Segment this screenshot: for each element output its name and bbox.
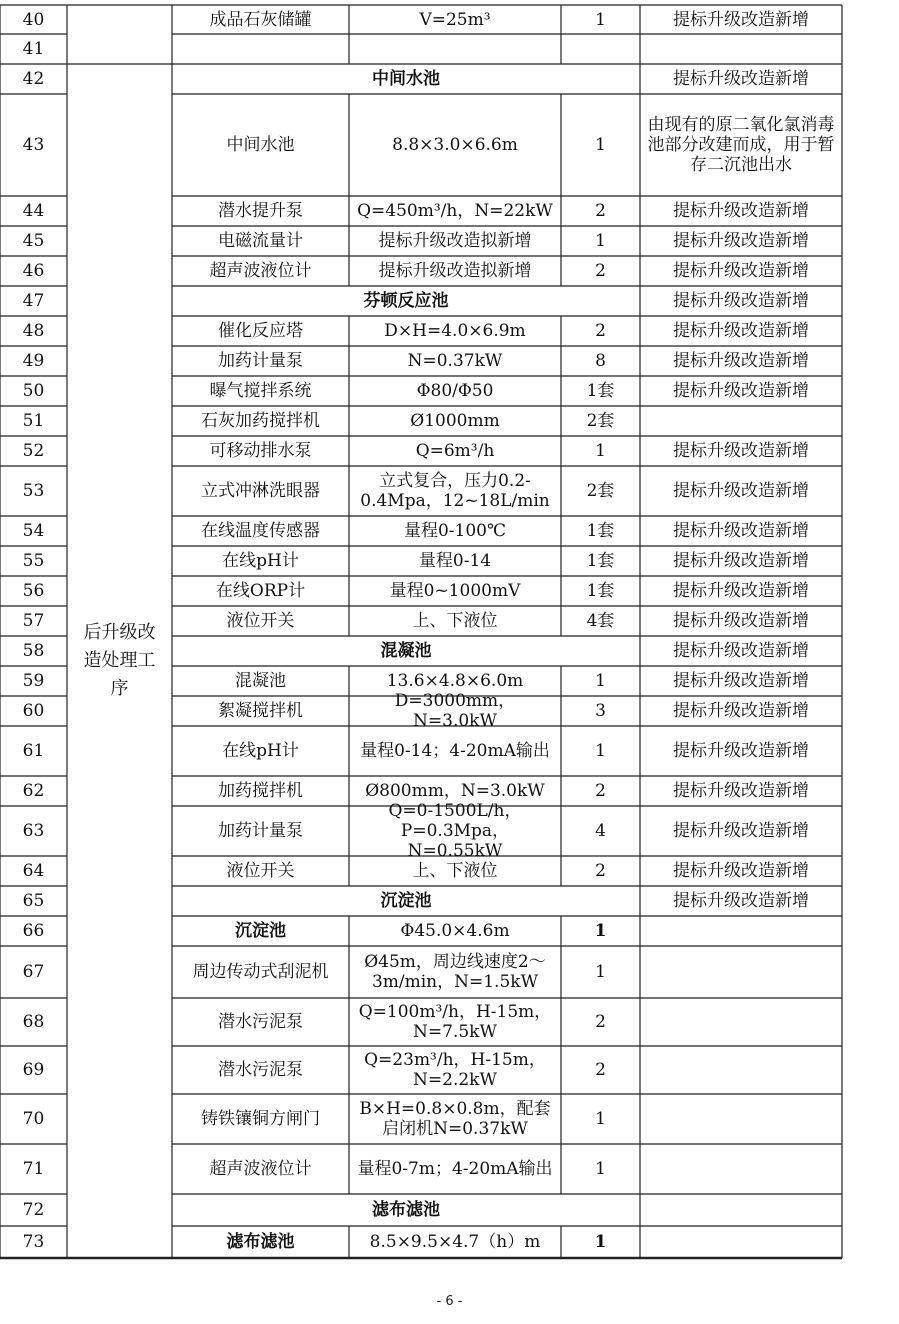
quantity-cell: 1 — [595, 962, 606, 982]
specification-cell: 量程0-14 — [418, 551, 492, 571]
equipment-name-cell: 絮凝搅拌机 — [218, 701, 303, 721]
remark-cell: 提标升级改造新增 — [673, 701, 809, 721]
equipment-name-cell: 可移动排水泵 — [209, 441, 312, 461]
quantity-cell: 2 — [595, 201, 606, 221]
equipment-name-cell — [172, 34, 349, 64]
specification-cell: Φ45.0×4.6m — [400, 921, 510, 941]
row-number-cell: 68 — [22, 1012, 45, 1032]
row-number-cell: 47 — [22, 291, 45, 311]
specification-cell: N=0.37kW — [407, 351, 503, 371]
equipment-name-cell: 沉淀池 — [235, 921, 286, 941]
row-number-cell: 43 — [22, 135, 45, 155]
equipment-name-cell: 成品石灰储罐 — [209, 9, 312, 30]
process-group-label: 后升级改造处理工序 — [83, 622, 156, 699]
remark-cell — [640, 1144, 842, 1194]
row-number-cell: 63 — [22, 821, 45, 841]
equipment-name-cell: 在线ORP计 — [215, 581, 306, 601]
remark-cell: 提标升级改造新增 — [673, 261, 809, 281]
row-number-cell: 53 — [22, 481, 45, 501]
remark-cell — [640, 34, 842, 64]
specification-cell — [349, 34, 561, 64]
quantity-cell: 1 — [595, 741, 606, 761]
quantity-cell — [561, 34, 640, 64]
quantity-cell: 1套 — [586, 521, 615, 541]
quantity-cell: 2 — [595, 1012, 606, 1032]
section-heading-cell: 芬顿反应池 — [363, 291, 449, 311]
specification-cell: Q=23m³/h，H-15m，N=2.2kW — [364, 1050, 546, 1090]
specification-cell: Ø45m，周边线速度2～3m/min，N=1.5kW — [364, 952, 546, 992]
row-number-cell: 72 — [22, 1200, 45, 1220]
equipment-name-cell: 液位开关 — [226, 861, 295, 881]
equipment-name-cell: 在线pH计 — [222, 741, 299, 761]
row-number-cell: 55 — [22, 551, 45, 571]
specification-cell: 8.5×9.5×4.7（h）m — [369, 1232, 541, 1252]
row-number-cell: 54 — [22, 521, 45, 541]
equipment-name-cell: 混凝池 — [235, 671, 286, 691]
equipment-name-cell: 液位开关 — [226, 611, 295, 631]
equipment-name-cell: 潜水污泥泵 — [218, 1012, 303, 1032]
remark-cell — [640, 1094, 842, 1144]
specification-cell: B×H=0.8×0.8m，配套启闭机N=0.37kW — [359, 1099, 551, 1139]
row-number-cell: 71 — [22, 1159, 45, 1179]
remark-cell: 提标升级改造新增 — [673, 291, 809, 311]
specification-cell: Ø1000mm — [410, 411, 500, 431]
section-heading-cell: 滤布滤池 — [372, 1200, 440, 1220]
row-number-cell: 67 — [22, 962, 45, 982]
remark-cell: 提标升级改造新增 — [673, 861, 809, 881]
section-heading-cell: 混凝池 — [380, 641, 432, 661]
row-number-cell: 73 — [22, 1232, 45, 1252]
remark-cell — [640, 916, 842, 946]
specification-cell: 上、下液位 — [412, 611, 498, 631]
quantity-cell: 1 — [595, 1159, 606, 1179]
specification-cell: Φ80/Φ50 — [416, 381, 494, 401]
remark-cell: 提标升级改造新增 — [673, 69, 809, 89]
specification-cell: Q=6m³/h — [415, 441, 495, 461]
equipment-name-cell: 加药计量泵 — [218, 821, 303, 841]
remark-cell — [640, 946, 842, 998]
specification-cell: Q=100m³/h，H-15m，N=7.5kW — [358, 1002, 552, 1042]
row-number-cell: 65 — [22, 891, 45, 911]
specification-cell: 量程0-7m；4-20mA输出 — [357, 1159, 553, 1179]
equipment-name-cell: 滤布滤池 — [226, 1232, 295, 1252]
remark-cell — [640, 1194, 842, 1226]
quantity-cell: 1套 — [586, 551, 615, 571]
specification-cell: 13.6×4.8×6.0m — [386, 671, 524, 691]
row-number-cell: 51 — [22, 411, 45, 431]
remark-cell: 提标升级改造新增 — [673, 481, 809, 501]
row-number-cell: 50 — [22, 381, 45, 401]
equipment-name-cell: 潜水提升泵 — [218, 201, 303, 221]
remark-cell: 提标升级改造新增 — [673, 201, 809, 221]
quantity-cell: 1 — [595, 671, 606, 691]
row-number-cell: 66 — [22, 921, 45, 941]
equipment-name-cell: 加药搅拌机 — [218, 781, 303, 801]
row-number-cell: 48 — [22, 321, 45, 341]
remark-cell: 提标升级改造新增 — [673, 891, 809, 911]
quantity-cell: 1套 — [586, 581, 615, 601]
quantity-cell: 2套 — [586, 411, 615, 431]
quantity-cell: 2 — [595, 261, 606, 281]
remark-cell: 提标升级改造新增 — [673, 781, 809, 801]
equipment-name-cell: 超声波液位计 — [209, 261, 312, 281]
quantity-cell: 1套 — [586, 381, 615, 401]
remark-cell: 提标升级改造新增 — [673, 641, 809, 661]
row-number-cell: 56 — [22, 581, 45, 601]
row-number-cell: 52 — [22, 441, 45, 461]
equipment-name-cell: 周边传动式刮泥机 — [192, 962, 329, 982]
specification-cell: 量程0~1000mV — [389, 581, 521, 601]
row-number-cell: 57 — [22, 611, 45, 631]
section-heading-cell: 中间水池 — [372, 69, 440, 89]
specification-cell: D×H=4.0×6.9m — [384, 321, 526, 341]
quantity-cell: 1 — [594, 921, 607, 941]
remark-cell: 提标升级改造新增 — [673, 381, 809, 401]
equipment-name-cell: 在线温度传感器 — [201, 521, 320, 541]
equipment-name-cell: 超声波液位计 — [209, 1159, 312, 1179]
remark-cell — [640, 998, 842, 1046]
quantity-cell: 2套 — [586, 481, 615, 501]
row-number-cell: 45 — [22, 231, 45, 251]
remark-cell: 提标升级改造新增 — [673, 9, 809, 30]
remark-cell: 提标升级改造新增 — [673, 671, 809, 691]
row-number-cell: 61 — [22, 741, 45, 761]
remark-cell: 提标升级改造新增 — [673, 321, 809, 341]
row-number-cell: 44 — [22, 201, 45, 221]
section-heading-cell: 沉淀池 — [380, 891, 432, 911]
row-number-cell: 70 — [22, 1109, 45, 1129]
equipment-name-cell: 潜水污泥泵 — [218, 1060, 303, 1080]
quantity-cell: 4套 — [586, 611, 615, 631]
row-number-cell: 69 — [22, 1060, 45, 1080]
equipment-name-cell: 电磁流量计 — [218, 231, 303, 251]
equipment-name-cell: 石灰加药搅拌机 — [201, 411, 320, 431]
specification-cell: 8.8×3.0×6.6m — [392, 135, 518, 155]
remark-cell: 提标升级改造新增 — [673, 521, 809, 541]
row-number-cell: 64 — [22, 861, 45, 881]
page-number: - 6 - — [436, 1294, 463, 1309]
specification-cell: Q=450m³/h，N=22kW — [357, 201, 553, 221]
specification-cell: 上、下液位 — [412, 861, 498, 881]
row-number-cell: 42 — [22, 69, 45, 89]
equipment-name-cell: 催化反应塔 — [218, 321, 303, 341]
equipment-name-cell: 中间水池 — [226, 135, 295, 155]
remark-cell — [640, 1226, 842, 1258]
specification-cell: Ø800mm，N=3.0kW — [365, 781, 545, 801]
quantity-cell: 1 — [595, 441, 606, 461]
row-number-cell: 59 — [22, 671, 45, 691]
remark-cell — [640, 406, 842, 436]
row-number-cell: 62 — [22, 781, 45, 801]
equipment-name-cell: 在线pH计 — [222, 551, 299, 571]
quantity-cell: 2 — [595, 1060, 606, 1080]
quantity-cell: 1 — [595, 231, 606, 251]
specification-cell: 立式复合，压力0.2-0.4Mpa，12~18L/min — [360, 471, 550, 511]
row-number-cell: 60 — [22, 701, 45, 721]
quantity-cell: 1 — [595, 135, 606, 155]
remark-cell: 提标升级改造新增 — [673, 581, 809, 601]
remark-cell — [640, 1046, 842, 1094]
remark-cell: 提标升级改造新增 — [673, 441, 809, 461]
row-number-cell: 41 — [22, 39, 45, 59]
quantity-cell: 2 — [595, 861, 606, 881]
quantity-cell: 2 — [595, 781, 606, 801]
equipment-name-cell: 立式冲淋洗眼器 — [201, 481, 320, 501]
remark-cell: 提标升级改造新增 — [673, 611, 809, 631]
row-number-cell: 40 — [22, 9, 45, 30]
remark-cell: 提标升级改造新增 — [673, 231, 809, 251]
row-number-cell: 58 — [22, 641, 45, 661]
quantity-cell: 4 — [595, 821, 606, 841]
equipment-name-cell: 曝气搅拌系统 — [209, 381, 312, 401]
remark-cell: 由现有的原二氧化氯消毒池部分改建而成，用于暂存二沉池出水 — [647, 115, 835, 175]
remark-cell: 提标升级改造新增 — [673, 741, 809, 761]
equipment-name-cell: 加药计量泵 — [218, 351, 303, 371]
quantity-cell: 3 — [595, 701, 606, 721]
quantity-cell: 1 — [594, 1232, 607, 1252]
quantity-cell: 1 — [595, 1109, 606, 1129]
specification-cell: 量程0-14；4-20mA输出 — [360, 741, 550, 761]
quantity-cell: 8 — [595, 351, 606, 371]
specification-cell: Q=0-1500L/h，P=0.3Mpa，N=0.55kW — [388, 801, 522, 861]
row-number-cell: 46 — [22, 261, 45, 281]
quantity-cell: 1 — [595, 9, 606, 30]
remark-cell: 提标升级改造新增 — [673, 351, 809, 371]
specification-cell: 量程0-100℃ — [403, 521, 507, 541]
row-number-cell: 49 — [22, 351, 45, 371]
specification-cell: 提标升级改造拟新增 — [378, 261, 532, 281]
quantity-cell: 2 — [595, 321, 606, 341]
remark-cell: 提标升级改造新增 — [673, 821, 809, 841]
remark-cell: 提标升级改造新增 — [673, 551, 809, 571]
specification-cell: D=3000mm，N=3.0kW — [394, 691, 516, 731]
specification-cell: 提标升级改造拟新增 — [378, 231, 532, 251]
specification-cell: V=25m³ — [419, 9, 491, 30]
equipment-name-cell: 铸铁镶铜方闸门 — [201, 1109, 320, 1129]
